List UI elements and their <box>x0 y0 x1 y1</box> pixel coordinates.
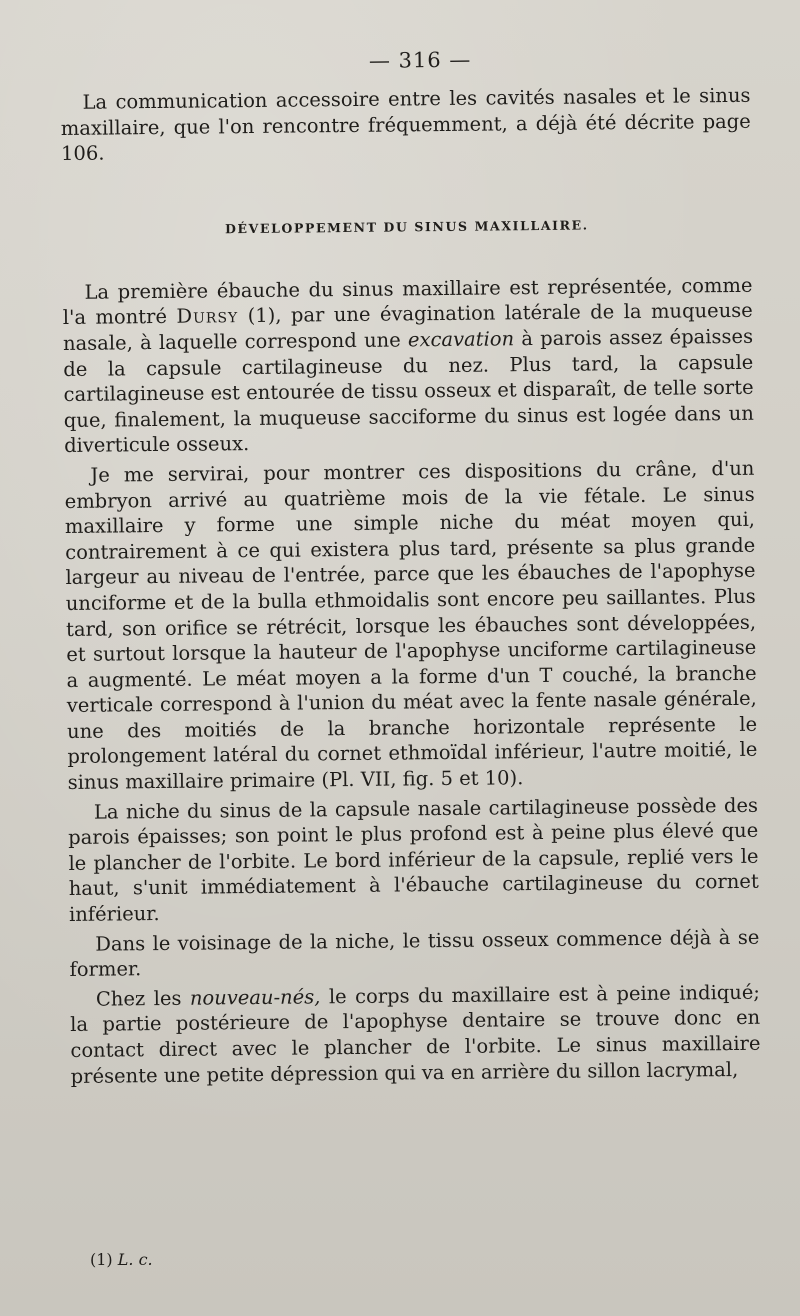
page-number: — 316 — <box>368 47 472 73</box>
paragraph-1-text-c: à parois assez épaisses de la capsule cartilagineuse du nez. Plus tard, la capsule cartilagineuse est entourée de tissu osseux et disparaît, de telle sorte que, finalement, la muqueuse sacciforme du sinus est logée dans un diverticule osseux. <box>63 324 754 458</box>
footnote <box>90 1250 153 1269</box>
paragraph-1 <box>62 273 754 459</box>
page-text-block <box>60 45 761 1089</box>
paragraph-2: Je me servirai, pour montrer ces dispositions du crâne, d'un embryon arrivé au quatrième mois de la vie fétale. Le sinus maxillaire y forme une simple niche du méat moyen qui, contrairement à ce qui existera plus tard, présente sa plus grande largeur au niveau de l'entrée, parce que les ébauches de l'apophyse unciforme et de la bulla ethmoidalis sont encore peu saillantes. Plus tard, son orifice se rétrécit, lorsque les ébauches sont développées, et surtout lorsque la hauteur de l'apophyse unciforme cartilagineuse a augmenté. Le méat moyen a la forme d'un T couché, la branche verticale correspond à l'union du méat avec la fente nasale générale, une des moitiés de la branche horizontale représente le prolongement latéral du cornet ethmoïdal inférieur, l'autre moitié, le sinus maxillaire primaire (Pl. VII, fig. 5 et 10). <box>64 456 758 795</box>
paragraph-5 <box>70 980 761 1090</box>
intro-paragraph: La communication accessoire entre les cavités nasales et le sinus maxillaire, que l'on rencontre fréquemment, a déjà été décrite page 106. <box>60 83 751 166</box>
italic-term-nouveau-nes: nouveau-nés, <box>189 985 321 1010</box>
paragraph-1-text-a: La première ébauche du sinus maxillaire est représentée, comme l'a montré <box>62 273 753 330</box>
paragraph-5-text-b: le corps du maxillaire est à peine indiqué; la partie postérieure de l'apophyse dentaire se trouve donc en contact direct avec le plancher de l'orbite. Le sinus maxillaire présente une petite dépression qui va en arrière du sillon lacrymal, <box>70 980 761 1088</box>
paragraph-5-text-a: Chez les <box>95 986 182 1011</box>
author-name: Dursy <box>176 304 239 329</box>
footnote-marker: (1) <box>90 1250 113 1269</box>
footnote-text: L. c. <box>117 1250 153 1269</box>
italic-term-excavation: excavation <box>407 327 515 352</box>
paragraph-4: Dans le voisinage de la niche, le tissu osseux commence déjà à se former. <box>69 925 760 982</box>
section-heading: DÉVELOPPEMENT DU SINUS MAXILLAIRE. <box>224 217 589 237</box>
paragraph-1-text-b: (1), par une évagination latérale de la muqueuse nasale, à laquelle correspond une <box>62 299 753 355</box>
paragraph-3: La niche du sinus de la capsule nasale cartilagineuse possède des parois épaisses; son point le plus profond est à peine plus élevé que le plancher de l'orbite. Le bord inférieur de la capsule, replié vers le haut, s'unit immédiatement à l'ébauche cartilagineuse du cornet inférieur. <box>68 793 759 926</box>
